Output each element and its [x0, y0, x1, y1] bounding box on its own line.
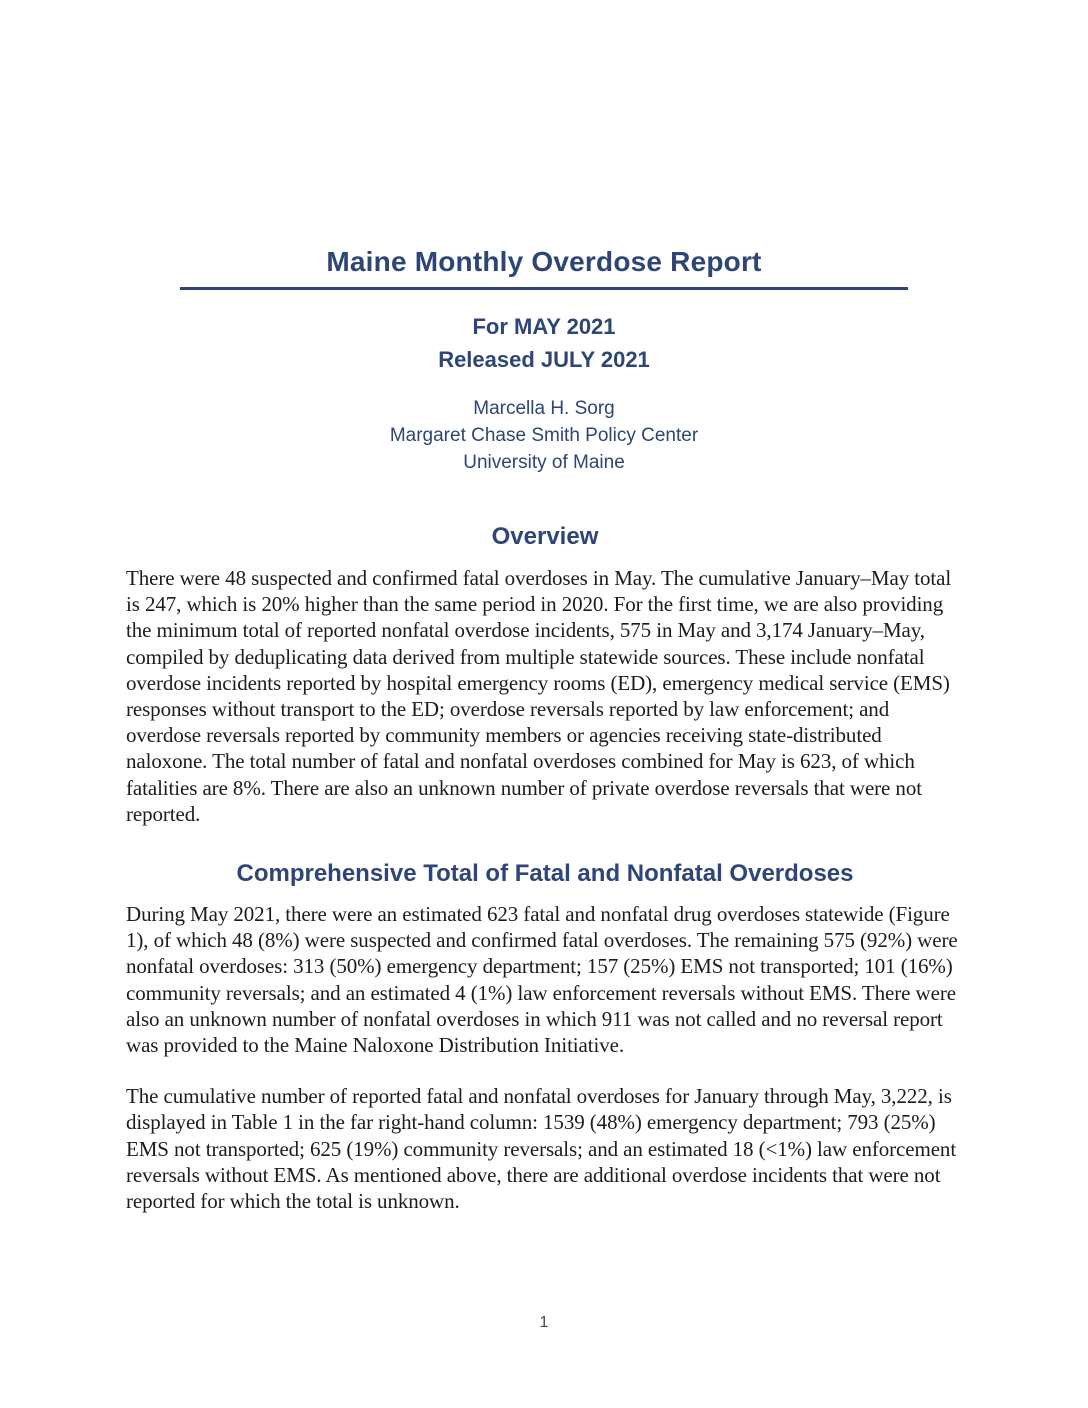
author-block — [0, 395, 1088, 476]
comprehensive-total-paragraph-1: During May 2021, there were an estimated 623 fatal and nonfatal drug overdoses statewide (Figure 1), of which 48 (8%) were suspected and confirmed fatal overdoses. The remaining 575 (92%) were nonfatal overdoses: 313 (50%) emergency department; 157 (25%) EMS not transported; 101 (16%) community reversals; and an estimated 4 (1%) law enforcement reversals without EMS. There were also an unknown number of nonfatal overdoses in which 911 was not called and no reversal report was provided to the Maine Naloxone Distribution Initiative. — [126, 902, 958, 1058]
comprehensive-total-paragraph-2: The cumulative number of reported fatal and nonfatal overdoses for January through May, 3,222, is displayed in Table 1 in the far right-hand column: 1539 (48%) emergency department; 793 (25%) EMS not transported; 625 (19%) community reversals; and an estimated 18 (<1%) law enforcement reversals without EMS. As mentioned above, there are additional overdose incidents that were not reported for which the total is unknown. — [126, 1084, 957, 1214]
author-institution: University of Maine — [463, 452, 625, 473]
document-header — [0, 0, 1088, 476]
page-number: 1 — [539, 1314, 549, 1331]
section-heading-overview: Overview — [491, 523, 599, 550]
report-period-block — [0, 310, 1088, 376]
author-name: Marcella H. Sorg — [473, 398, 615, 419]
report-release-date: Released JULY 2021 — [438, 347, 650, 372]
section-heading-comprehensive-total: Comprehensive Total of Fatal and Nonfatal Overdoses — [236, 860, 854, 888]
title-underline-rule — [180, 287, 908, 290]
document-body — [0, 523, 1088, 1214]
overview-paragraph: There were 48 suspected and confirmed fatal overdoses in May. The cumulative January–May total is 247, which is 20% higher than the same period in 2020. For the first time, we are also providing the minimum total of reported nonfatal overdose incidents, 575 in May and 3,174 January–May, compiled by deduplicating data derived from multiple statewide sources. These include nonfatal overdose incidents reported by hospital emergency rooms (ED), emergency medical service (EMS) responses without transport to the ED; overdose reversals reported by law enforcement; and overdose reversals reported by community members or agencies receiving state-distributed naloxone. The total number of fatal and nonfatal overdoses combined for May is 623, of which fatalities are 8%. There are also an unknown number of private overdose reversals that were not reported. — [126, 566, 952, 826]
page-title: Maine Monthly Overdose Report — [326, 246, 762, 277]
report-period: For MAY 2021 — [472, 314, 616, 339]
author-affiliation: Margaret Chase Smith Policy Center — [389, 425, 699, 446]
